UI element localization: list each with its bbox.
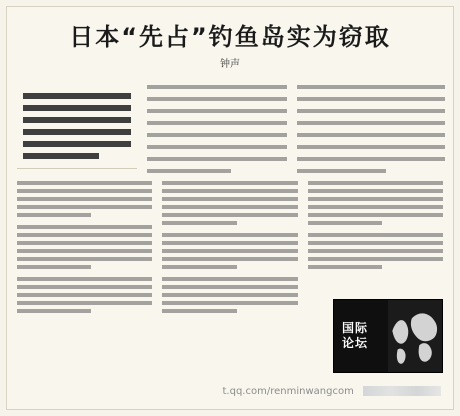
body-text-line (17, 181, 152, 185)
body-text-line (308, 233, 443, 237)
lead-text-line (23, 105, 131, 111)
body-text-line (17, 197, 152, 201)
headline: 日本“先占”钓鱼岛实为窃取 (69, 23, 391, 51)
body-text-line (162, 197, 297, 201)
international-forum-badge (333, 299, 443, 373)
body-text-line (17, 277, 152, 281)
body-text-line (297, 169, 386, 173)
body-text-line (308, 241, 443, 245)
badge-label-line: 国际 (342, 321, 369, 335)
body-text-line (162, 249, 297, 253)
paragraph (17, 225, 152, 269)
body-text-line (162, 265, 236, 269)
upper-text-column (297, 81, 445, 177)
body-text-line (162, 309, 236, 313)
paragraph (162, 181, 297, 225)
badge-label-line: 论坛 (342, 336, 369, 350)
body-text-line (308, 197, 443, 201)
body-text-line (17, 265, 91, 269)
paragraph (162, 233, 297, 269)
body-text-line (147, 121, 287, 125)
watermark-domain: t.qq.com/renminwangcom (222, 386, 354, 397)
lead-text-line (23, 93, 131, 99)
body-text-line (308, 213, 443, 217)
paragraph (308, 181, 443, 225)
body-column-2 (162, 177, 297, 399)
body-text-line (17, 293, 152, 297)
body-text-line (162, 257, 297, 261)
body-text-line (308, 221, 382, 225)
body-text-line (162, 233, 297, 237)
body-text-line (308, 189, 443, 193)
body-text-line (162, 285, 297, 289)
lead-text-line (23, 153, 99, 159)
newspaper-page (6, 6, 454, 410)
paragraph (17, 277, 152, 313)
paragraph (162, 277, 297, 313)
body-column-1 (17, 177, 152, 399)
body-text-line (17, 285, 152, 289)
body-text-line (297, 157, 445, 161)
body-text-line (297, 97, 445, 101)
body-text-line (17, 309, 91, 313)
body-text-line (147, 97, 287, 101)
body-text-line (308, 181, 443, 185)
body-text-line (308, 249, 443, 253)
body-text-line (297, 145, 445, 149)
body-text-line (297, 85, 445, 89)
lead-text-line (23, 129, 131, 135)
body-text-line (162, 241, 297, 245)
body-text-line (17, 241, 152, 245)
world-map-icon (388, 300, 442, 372)
body-text-line (17, 189, 152, 193)
body-text-line (162, 277, 297, 281)
body-text-line (308, 205, 443, 209)
watermark-logo-icon (363, 386, 441, 396)
body-text-line (162, 301, 297, 305)
body-text-line (308, 265, 382, 269)
body-text-line (162, 205, 297, 209)
lead-text-line (23, 141, 131, 147)
body-text-line (17, 205, 152, 209)
body-text-line (162, 221, 236, 225)
upper-text-column (147, 81, 287, 177)
paragraph (308, 233, 443, 269)
lead-text-line (23, 117, 131, 123)
body-text-line (147, 133, 287, 137)
body-text-line (147, 169, 231, 173)
body-text-line (162, 181, 297, 185)
lead-paragraph-block (17, 81, 137, 169)
body-text-line (17, 213, 91, 217)
body-text-line (162, 293, 297, 297)
body-text-line (17, 225, 152, 229)
body-text-line (308, 257, 443, 261)
paragraph (17, 181, 152, 217)
body-text-line (147, 145, 287, 149)
body-text-line (297, 133, 445, 137)
body-text-line (147, 109, 287, 113)
body-text-line (17, 249, 152, 253)
body-text-line (17, 301, 152, 305)
body-text-line (17, 233, 152, 237)
badge-label (334, 300, 388, 372)
byline: 钟声 (220, 59, 240, 70)
body-text-line (162, 189, 297, 193)
body-text-line (147, 85, 287, 89)
body-text-line (17, 257, 152, 261)
body-text-line (297, 121, 445, 125)
watermark (223, 386, 441, 397)
body-text-line (162, 213, 297, 217)
body-text-line (147, 157, 287, 161)
body-text-line (297, 109, 445, 113)
